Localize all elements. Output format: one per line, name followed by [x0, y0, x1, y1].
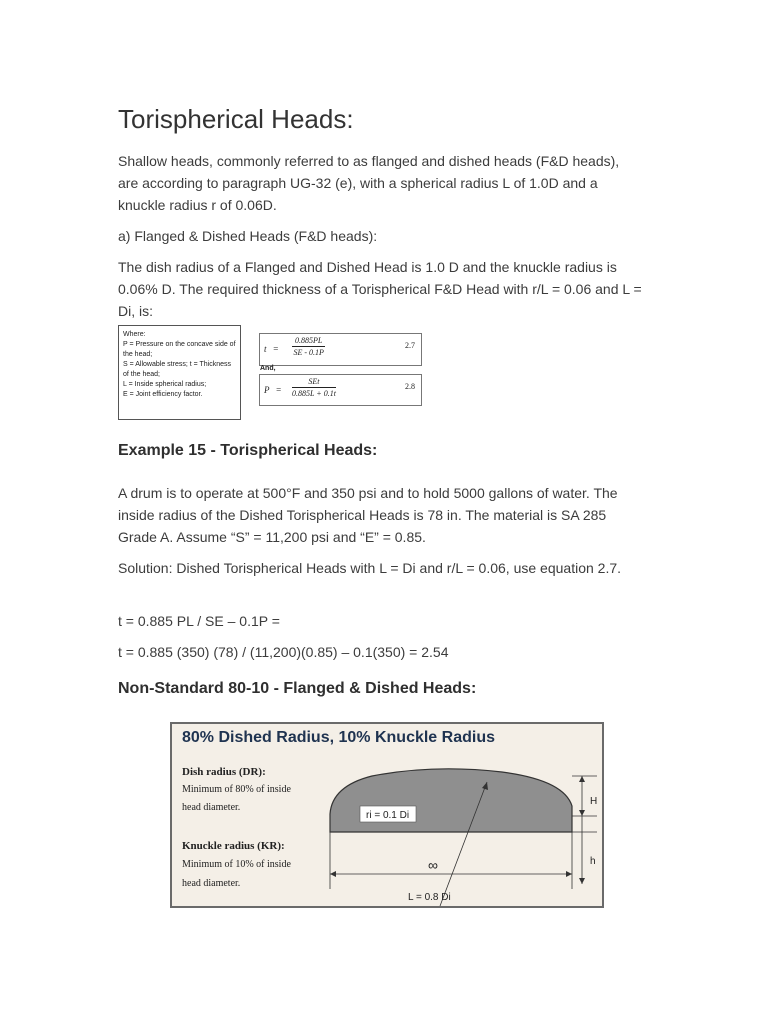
knuckle-radius-desc: Minimum of 10% of inside [182, 859, 291, 870]
arrowhead [579, 776, 585, 782]
equation-equals: = [276, 385, 282, 395]
equation-lhs: P [264, 385, 270, 395]
arrowhead [579, 878, 585, 884]
intro-paragraph: Shallow heads, commonly referred to as flanged and dished heads (F&D heads), are according to paragraph UG-32 (e), with a spherical radius L of 1.0D and a knuckle radius r of 0.06D. [118, 153, 620, 213]
example-heading: Example 15 - Torispherical Heads: [118, 442, 378, 459]
infinity-label: ∞ [428, 857, 438, 873]
arrowhead [330, 871, 336, 877]
solution-paragraph: Solution: Dished Torispherical Heads with L = Di and r/L = 0.06, use equation 2.7. [118, 560, 622, 576]
equation-equals: = [273, 344, 279, 354]
subheading-a: a) Flanged & Dished Heads (F&D heads): [118, 228, 378, 244]
equation-denominator: 0.885L + 0.1t [292, 389, 336, 398]
where-line: E = Joint efficiency factor. [123, 391, 203, 398]
dish-paragraph: The dish radius of a Flanged and Dished Head is 1.0 D and the knuckle radius is 0.06% D. The required thickness of a Torispherical F&D Head with r/L = 0.06 and L = Di, is: [118, 259, 642, 319]
equation-lhs: t [264, 344, 267, 354]
knuckle-radius-desc: head diameter. [182, 878, 241, 889]
equation-denominator: SE - 0.1P [293, 348, 324, 357]
knuckle-radius-label: Knuckle radius (KR): [182, 840, 285, 852]
where-line: S = Allowable stress; t = Thickness of the head; [123, 361, 232, 378]
formula-line: t = 0.885 PL / SE – 0.1P = [118, 613, 280, 629]
equation-2-8 [259, 374, 422, 406]
equation-number: 2.8 [405, 382, 415, 391]
dish-radius-desc: Minimum of 80% of inside [182, 784, 291, 795]
ri-label: ri = 0.1 Di [366, 810, 410, 821]
head-profile-drawing [172, 724, 602, 906]
where-title: Where: [123, 331, 146, 338]
equation-number: 2.7 [405, 341, 415, 350]
where-line: P = Pressure on the concave side of the head; [123, 341, 236, 358]
page-title: Torispherical Heads: [118, 104, 354, 134]
equation-numerator: SEt [292, 377, 336, 388]
dish-radius-label: Dish radius (DR): [182, 766, 266, 778]
arrowhead [566, 871, 572, 877]
H-label: H [590, 796, 598, 807]
where-line: L = Inside spherical radius; [123, 381, 207, 388]
length-label: L = 0.8 Di [408, 892, 451, 903]
and-label: And, [260, 365, 276, 372]
dish-radius-desc: head diameter. [182, 802, 241, 813]
equation-numerator: 0.885PL [292, 336, 325, 347]
head-diagram-figure [170, 722, 604, 908]
nonstandard-heading: Non-Standard 80-10 - Flanged & Dished Heads: [118, 680, 477, 697]
dished-head-shape [330, 769, 572, 832]
result-line: t = 0.885 (350) (78) / (11,200)(0.85) – 0.1(350) = 2.54 [118, 644, 449, 660]
equation-2-7 [259, 333, 422, 366]
equation-fraction [292, 377, 336, 398]
where-definitions-box [118, 325, 241, 420]
arrowhead [579, 810, 585, 816]
figure-title: 80% Dished Radius, 10% Knuckle Radius [182, 729, 495, 746]
example-paragraph: A drum is to operate at 500°F and 350 psi and to hold 5000 gallons of water. The inside radius of the Dished Torispherical Heads is 78 in. The material is SA 285 Grade A. Assume “S” = 11,200 psi and “E” = 0.85. [118, 485, 618, 545]
equation-fraction [292, 336, 325, 357]
h-label: h [590, 856, 596, 867]
